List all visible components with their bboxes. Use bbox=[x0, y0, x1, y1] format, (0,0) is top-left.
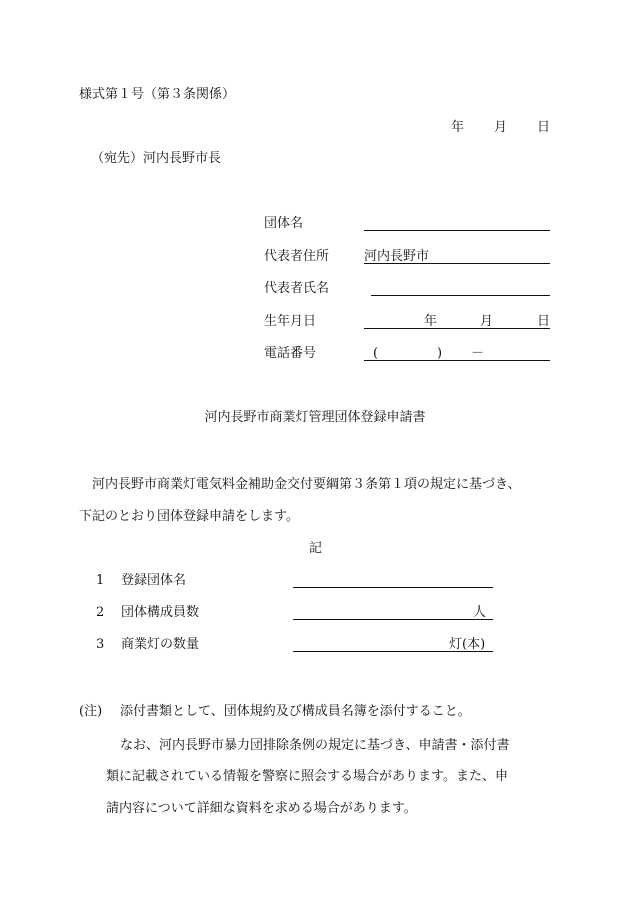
addressee: （宛先）河内長野市長 bbox=[91, 151, 222, 166]
note-line-1: 添付書類として、団体規約及び構成員名簿を添付すること。 bbox=[120, 704, 471, 719]
note-marker: (注) bbox=[79, 704, 103, 719]
document-title: 河内長野市商業灯管理団体登録申請書 bbox=[204, 410, 426, 425]
note-line-4: 請内容について詳細な資料を求める場合があります。 bbox=[106, 801, 417, 816]
note-line-2: なお、河内長野市暴力団排除条例の規定に基づき、申請書・添付書 bbox=[120, 738, 510, 753]
item-number: 1 bbox=[96, 573, 105, 588]
birth-label: 生年月日 bbox=[264, 314, 317, 329]
ki-heading: 記 bbox=[309, 541, 323, 556]
date-day-label: 日 bbox=[537, 120, 551, 135]
phone-close-paren: ) bbox=[437, 346, 443, 361]
phone-open-paren: ( bbox=[373, 346, 379, 361]
org-name-field[interactable] bbox=[364, 230, 550, 231]
org-name-entry-field[interactable] bbox=[293, 587, 493, 588]
item-label: 登録団体名 bbox=[121, 573, 187, 588]
birth-field[interactable] bbox=[364, 328, 550, 329]
body-line-2: 下記のとおり団体登録申請をします。 bbox=[79, 509, 299, 524]
org-name-label: 団体名 bbox=[264, 216, 304, 231]
phone-label: 電話番号 bbox=[264, 346, 317, 361]
item-number: 2 bbox=[96, 605, 105, 620]
item-label: 商業灯の数量 bbox=[121, 637, 200, 652]
date-month-label: 月 bbox=[494, 120, 508, 135]
birth-year-label: 年 bbox=[424, 314, 438, 329]
phone-dash: － bbox=[471, 346, 485, 361]
birth-day-label: 日 bbox=[537, 314, 551, 329]
rep-name-field[interactable] bbox=[371, 295, 550, 296]
rep-name-label: 代表者氏名 bbox=[264, 281, 330, 296]
item-number: 3 bbox=[96, 637, 105, 652]
member-count-field[interactable] bbox=[293, 619, 493, 620]
form-number: 様式第１号（第３条関係） bbox=[79, 87, 236, 102]
birth-month-label: 月 bbox=[480, 314, 494, 329]
body-line-1: 河内長野市商業灯電気料金補助金交付要綱第３条第１項の規定に基づき、 bbox=[92, 477, 521, 492]
item-unit: 灯(本) bbox=[449, 637, 486, 652]
date-year-label: 年 bbox=[451, 120, 465, 135]
phone-field[interactable] bbox=[364, 360, 550, 361]
address-label: 代表者住所 bbox=[264, 249, 330, 264]
note-line-3: 類に記載されている情報を警察に照会する場合があります。また、申 bbox=[106, 769, 508, 784]
address-prefill: 河内長野市 bbox=[364, 249, 430, 264]
item-unit: 人 bbox=[473, 605, 487, 620]
item-label: 団体構成員数 bbox=[121, 605, 200, 620]
